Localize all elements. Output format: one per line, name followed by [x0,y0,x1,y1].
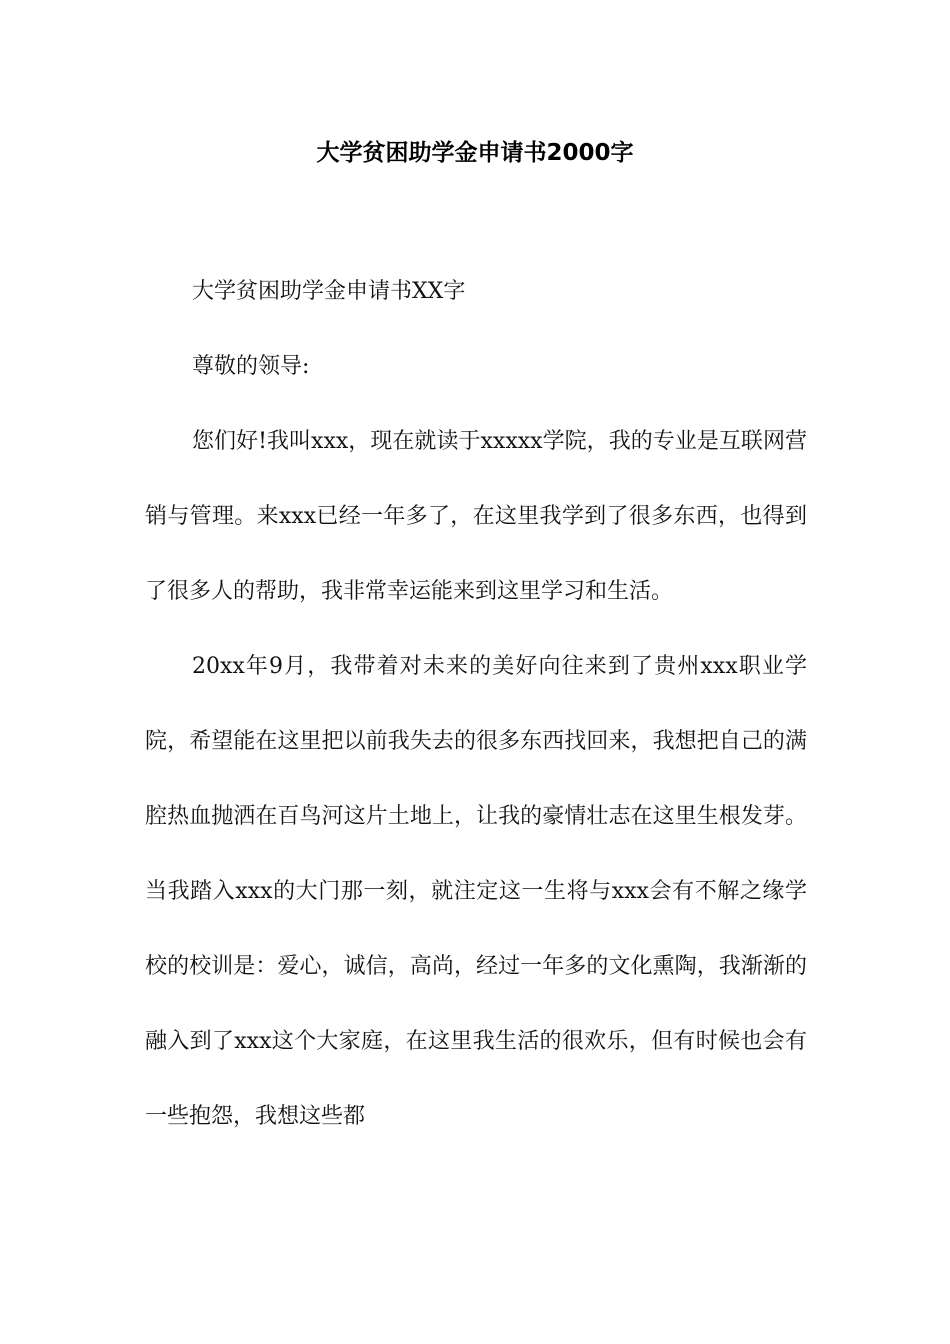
paragraph-salutation: 尊敬的领导: [192,354,310,379]
paragraph-heading: 大学贫困助学金申请书XX字 [192,279,466,304]
document-body [145,254,807,1154]
paragraph-introduction: 您们好!我叫xxx，现在就读于xxxxx学院，我的专业是互联网营销与管理。来xxx已经一年多了，在这里我学到了很多东西，也得到了很多人的帮助，我非常幸运能来到这里学习和生活。 [145,429,807,604]
document-title: 大学贫困助学金申请书2000字 [316,140,634,166]
paragraph-story: 20xx年9月，我带着对未来的美好向往来到了贵州xxx职业学院，希望能在这里把以前我失去的很多东西找回来，我想把自己的满腔热血抛洒在百鸟河这片土地上，让我的豪情壮志在这里生根发芽。当我踏入xxx的大门那一刻，就注定这一生将与xxx会有不解之缘学校的校训是：爱心，诚信，高尚，经过一年多的文化熏陶，我渐渐的融入到了xxx这个大家庭，在这里我生活的很欢乐，但有时候也会有一些抱怨，我想这些都 [145,654,807,1129]
